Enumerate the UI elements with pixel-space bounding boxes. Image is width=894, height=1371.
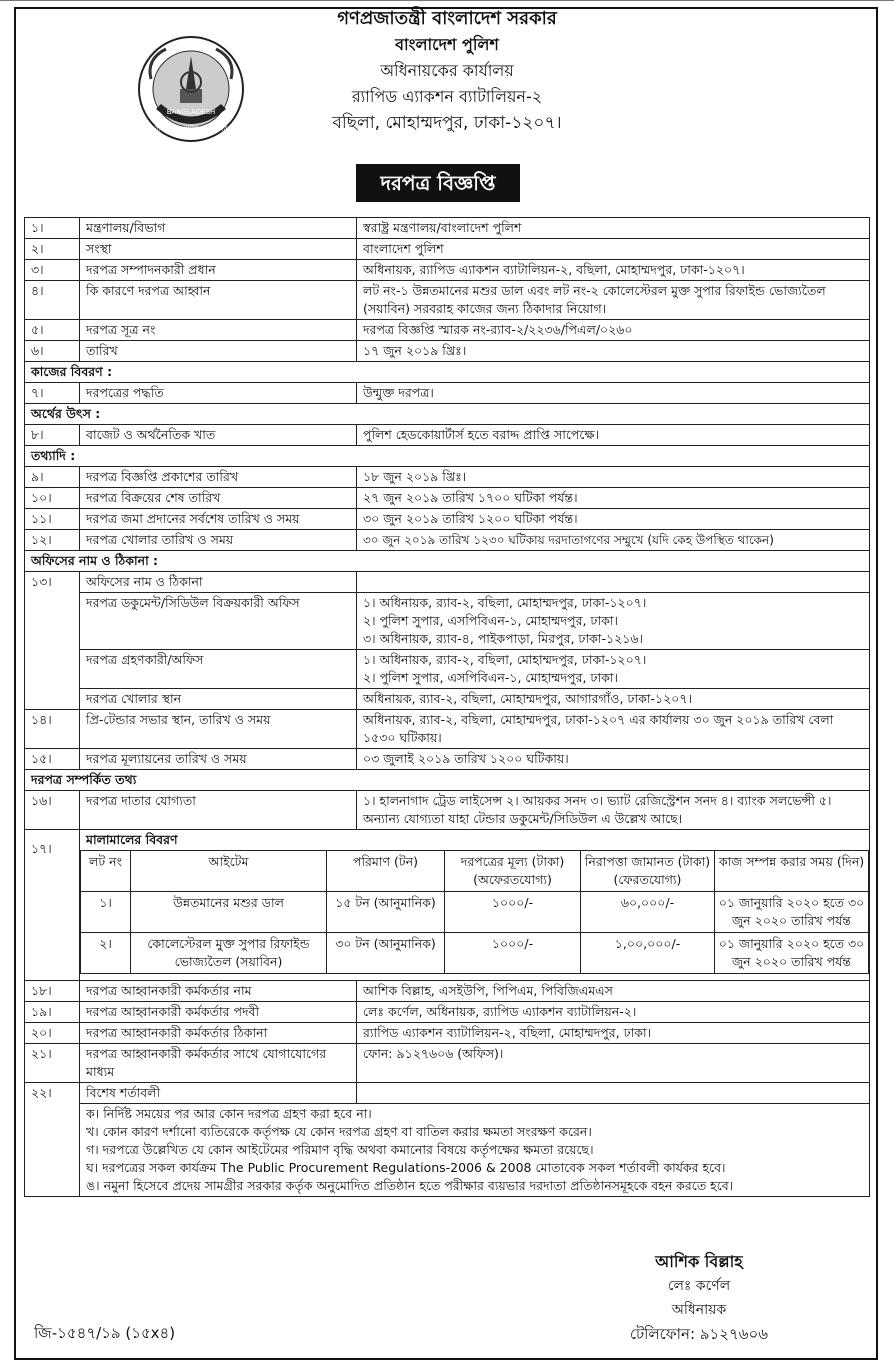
table-row <box>25 572 870 593</box>
row-label: বাজেট ও অর্থনৈতিক খাত <box>80 425 357 446</box>
row-value: র‍্যাপিড এ্যাকশন ব্যাটালিয়ন-২, বছিলা, মোহাম্মদপুর, ঢাকা। <box>357 1023 870 1044</box>
table-row <box>25 260 870 281</box>
table-row <box>25 530 870 551</box>
goods-row <box>81 892 869 933</box>
emblem-text-top: BANGLADESH <box>166 108 216 116</box>
row-number: ১৮। <box>25 981 80 1002</box>
row-value: দরপত্র বিজ্ঞপ্তি স্মারক নং-র‍্যাব-২/২২৩৬/পিএল/০২৬০ <box>357 320 870 341</box>
column-header: লট নং <box>81 851 131 892</box>
row-label: দরপত্র খোলার তারিখ ও সময় <box>80 530 357 551</box>
signature-block <box>630 1250 768 1346</box>
table-row <box>25 425 870 446</box>
row-value: ১৭ জুন ২০১৯ খ্রিঃ। <box>357 341 870 362</box>
condition-item: ঘ। দরপত্রের সকল কার্যক্রম The Public Procurement Regulations-2006 & 2008 মোতাবেক সকল শর্তাবলী কার্যকর হবে। <box>86 1160 726 1175</box>
section-info: তথ্যাদি : <box>25 446 870 467</box>
row-number: ১৪। <box>25 710 80 749</box>
table-row <box>25 689 870 710</box>
item-price: ১০০০/- <box>445 933 581 974</box>
row-number: ১৭। <box>25 830 80 981</box>
office-name: অধিনায়কের কার্যালয় <box>380 61 514 80</box>
row-value: অধিনায়ক, র‍্যাব-২, বছিলা, মোহাম্মদপুর, ঢাকা-১২০৭ এর কার্যালয় ৩০ জুন ২০১৯ তারিখ বেলা ১৫৩০ ঘটিকায়। <box>357 710 870 749</box>
table-row <box>25 981 870 1002</box>
row-value: ফোন: ৯১২৭৬০৬ (অফিস)। <box>357 1044 870 1083</box>
table-row <box>25 749 870 770</box>
signatory-name: আশিক বিল্লাহ <box>655 1252 743 1271</box>
condition-item: খ। কোন কারণ দর্শানো ব্যতিরেকে কর্তৃপক্ষ যে কোন দরপত্র গ্রহণ বা বাতিল করার ক্ষমতা সংরক্ষণ করেন। <box>86 1124 592 1139</box>
goods-heading: মালামালের বিবরণ <box>86 832 178 847</box>
row-value: পুলিশ হেডকোয়ার্টার্স হতে বরাদ্দ প্রাপ্তি সাপেক্ষে। <box>357 425 870 446</box>
row-label: সংস্থা <box>80 239 357 260</box>
row-number: ১০। <box>25 488 80 509</box>
row-label: কি কারণে দরপত্র আহ্বান <box>80 281 357 320</box>
row-value: ২৭ জুন ২০১৯ তারিখ ১৭০০ ঘটিকা পর্যন্ত। <box>357 488 870 509</box>
sale-office-label: দরপত্র ডকুমেন্ট/সিডিউল বিক্রয়কারী অফিস <box>80 593 357 650</box>
item-completion-time: ০১ জানুয়ারি ২০২০ হতে ৩০ জুন ২০২০ তারিখ পর্যন্ত <box>715 892 869 933</box>
section-header <box>25 362 870 383</box>
table-row <box>25 467 870 488</box>
row-number: ৩। <box>25 260 80 281</box>
lot-number: ২। <box>81 933 131 974</box>
row-label: দরপত্র সূত্র নং <box>80 320 357 341</box>
police-name: বাংলাদেশ পুলিশ <box>395 35 499 54</box>
goods-table <box>80 850 869 974</box>
header <box>0 6 894 136</box>
top-rule <box>0 0 894 4</box>
table-row <box>25 650 870 689</box>
row-number: ১। <box>25 218 80 239</box>
row-value: ৩০ জুন ২০১৯ তারিখ ১২৩০ ঘটিকায় দরদাতাগণের সম্মুখে (যদি কেহ উপস্থিত থাকেন) <box>357 530 870 551</box>
column-header: দরপত্রের মূল্য (টাকা) (অফেরতযোগ্য) <box>445 851 581 892</box>
row-label: দরপত্রের পদ্ধতি <box>80 383 357 404</box>
condition-item: গ। দরপত্রে উল্লেখিত যে কোন আইটেমের পরিমাণ বৃদ্ধি অথবা কমানোর বিষয়ে কর্তৃপক্ষের ক্ষমতা রয়েছে। <box>86 1142 594 1157</box>
row-value <box>357 1083 870 1104</box>
condition-item: ঙ। নমুনা হিসেবে প্রদেয় সামগ্রীর সরকার কর্তৃক অনুমোদিত প্রতিষ্ঠান হতে পরীক্ষার ব্যয়ভার দরদাতা প্রতিষ্ঠানসমূহকে বহন করতে হবে। <box>86 1178 734 1193</box>
row-label: বিশেষ শর্তাবলী <box>80 1083 357 1104</box>
row-value: ৩০ জুন ২০১৯ তারিখ ১২০০ ঘটিকা পর্যন্ত। <box>357 509 870 530</box>
bangladesh-police-emblem <box>136 34 246 144</box>
unit-name: র‍্যাপিড এ্যাকশন ব্যাটালিয়ন-২ <box>351 87 543 106</box>
row-value: অধিনায়ক, র‍্যাপিড এ্যাকশন ব্যাটালিয়ন-২, বছিলা, মোহাম্মদপুর, ঢাকা-১২০৭। <box>357 260 870 281</box>
section-header <box>25 551 870 572</box>
row-number: ৪। <box>25 281 80 320</box>
signatory-rank: লেঃ কর্ণেল <box>667 1278 731 1294</box>
row-value: লট নং-১ উন্নতমানের মশুর ডাল এবং লট নং-২ কোলেস্টেরল মুক্ত সুপার রিফাইন্ড ভোজ্যতৈল (সয়াবিন) সরবরাহ কাজের জন্য ঠিকাদার নিয়োগ। <box>357 281 870 320</box>
opening-place-label: দরপত্র খোলার স্থান <box>80 689 357 710</box>
receive-office-list <box>357 650 870 689</box>
notice-title: দরপত্র বিজ্ঞপ্তি <box>356 164 520 202</box>
goods-row <box>81 933 869 974</box>
list-item: ৩। অধিনায়ক, র‍্যাব-৪, পাইকপাড়া, মিরপুর, ঢাকা-১২১৬। <box>363 631 643 646</box>
condition-item: ক। নির্দিষ্ট সময়ের পর আর কোন দরপত্র গ্রহণ করা হবে না। <box>86 1106 372 1121</box>
row-number: ২২। <box>25 1083 80 1197</box>
list-item: ১। অধিনায়ক, র‍্যাব-২, বছিলা, মোহাম্মদপুর, ঢাকা-১২০৭। <box>363 652 647 667</box>
column-header: নিরাপত্তা জামানত (টাকা) (ফেরতযোগ্য) <box>581 851 715 892</box>
section-header <box>25 446 870 467</box>
row-value: স্বরাষ্ট্র মন্ত্রণালয়/বাংলাদেশ পুলিশ <box>357 218 870 239</box>
goods-description <box>80 830 870 981</box>
row-value: উন্মুক্ত দরপত্র। <box>357 383 870 404</box>
row-number: ২০। <box>25 1023 80 1044</box>
row-number: ২১। <box>25 1044 80 1083</box>
row-value: ০৩ জুলাই ২০১৯ তারিখ ১২০০ ঘটিকায়। <box>357 749 870 770</box>
row-number: ১৬। <box>25 791 80 830</box>
section-office: অফিসের নাম ও ঠিকানা : <box>25 551 870 572</box>
row-label: দরপত্র জমা প্রদানের সর্বশেষ তারিখ ও সময় <box>80 509 357 530</box>
row-number: ৯। <box>25 467 80 488</box>
item-security: ১,০০,০০০/- <box>581 933 715 974</box>
row-label: দরপত্র আহ্বানকারী কর্মকর্তার সাথে যোগাযোগের মাধ্যম <box>80 1044 357 1083</box>
row-number: ৫। <box>25 320 80 341</box>
item-name: উন্নতমানের মশুর ডাল <box>131 892 327 933</box>
table-row <box>25 239 870 260</box>
row-value: ১। হালনাগাদ ট্রেড লাইসেন্স ২। আয়কর সনদ ৩। ভ্যাট রেজিস্ট্রেশন সনদ ৪। ব্যাংক সলভেন্সী ৫। অন্যান্য যোগ্যতা যাহা টেন্ডার ডকুমেন্ট/সিডিউল এ উল্লেখ আছে। <box>357 791 870 830</box>
item-price: ১০০০/- <box>445 892 581 933</box>
section-fund: অর্থের উৎস : <box>25 404 870 425</box>
table-row <box>25 281 870 320</box>
row-label: দরপত্র আহ্বানকারী কর্মকর্তার ঠিকানা <box>80 1023 357 1044</box>
table-row <box>25 320 870 341</box>
receive-office-label: দরপত্র গ্রহণকারী/অফিস <box>80 650 357 689</box>
row-value: ১৮ জুন ২০১৯ খ্রিঃ। <box>357 467 870 488</box>
item-completion-time: ০১ জানুয়ারি ২০২০ হতে ৩০ জুন ২০২০ তারিখ পর্যন্ত <box>715 933 869 974</box>
tender-table <box>24 217 870 1197</box>
table-row <box>25 1044 870 1083</box>
row-number: ৭। <box>25 383 80 404</box>
government-name: গণপ্রজাতন্ত্রী বাংলাদেশ সরকার <box>337 8 557 29</box>
section-tender: দরপত্র সম্পর্কিত তথ্য <box>25 770 870 791</box>
table-row <box>25 509 870 530</box>
signatory-designation: অধিনায়ক <box>671 1302 727 1318</box>
table-row <box>25 218 870 239</box>
reference-number: জি-১৫৪৭/১৯ (১৫x৪) <box>34 1324 176 1342</box>
row-value: লেঃ কর্ণেল, অধিনায়ক, র‍্যাপিড এ্যাকশন ব্যাটালিয়ন-২। <box>357 1002 870 1023</box>
row-number: ৮। <box>25 425 80 446</box>
row-label: দরপত্র সম্পাদনকারী প্রধান <box>80 260 357 281</box>
table-row <box>25 341 870 362</box>
table-row <box>25 1002 870 1023</box>
row-label: দরপত্র আহ্বানকারী কর্মকর্তার নাম <box>80 981 357 1002</box>
opening-place-value: অধিনায়ক, র‍্যাব-২, বছিলা, মোহাম্মদপুর, আগারগাঁও, ঢাকা-১২০৭। <box>357 689 870 710</box>
row-label: তারিখ <box>80 341 357 362</box>
special-conditions <box>80 1104 870 1197</box>
table-row <box>25 1083 870 1104</box>
table-row <box>25 593 870 650</box>
row-label: মন্ত্রণালয়/বিভাগ <box>80 218 357 239</box>
conditions-row <box>25 1104 870 1197</box>
row-label: দরপত্র দাতার যোগ্যতা <box>80 791 357 830</box>
item-security: ৬০,০০০/- <box>581 892 715 933</box>
row-label: দরপত্র বিক্রয়ের শেষ তারিখ <box>80 488 357 509</box>
row-label: প্রি-টেন্ডার সভার স্থান, তারিখ ও সময় <box>80 710 357 749</box>
list-item: ১। অধিনায়ক, র‍্যাব-২, বছিলা, মোহাম্মদপুর, ঢাকা-১২০৭। <box>363 595 647 610</box>
item-quantity: ৩০ টন (আনুমানিক) <box>327 933 445 974</box>
list-item: ২। পুলিশ সুপার, এসপিবিএন-১, মোহাম্মদপুর, ঢাকা। <box>363 613 618 628</box>
table-row <box>25 791 870 830</box>
table-row <box>25 710 870 749</box>
table-row <box>25 830 870 981</box>
row-value <box>357 572 870 593</box>
column-header: আইটেম <box>131 851 327 892</box>
section-work: কাজের বিবরণ : <box>25 362 870 383</box>
signatory-phone: টেলিফোন: ৯১২৭৬০৬ <box>629 1325 768 1343</box>
row-number: ১৫। <box>25 749 80 770</box>
column-header: পরিমাণ (টন) <box>327 851 445 892</box>
row-number: ১১। <box>25 509 80 530</box>
list-item: ২। পুলিশ সুপার, এসপিবিএন-১, মোহাম্মদপুর, ঢাকা। <box>363 670 618 685</box>
emblem-text-bottom: বাংলাদেশ আমার অহংকার <box>154 125 228 133</box>
row-number: ১৩। <box>25 572 80 710</box>
row-label: দরপত্র বিজ্ঞপ্তি প্রকাশের তারিখ <box>80 467 357 488</box>
row-label: অফিসের নাম ও ঠিকানা <box>80 572 357 593</box>
row-label: দরপত্র আহ্বানকারী কর্মকর্তার পদবী <box>80 1002 357 1023</box>
row-value: বাংলাদেশ পুলিশ <box>357 239 870 260</box>
row-value: আশিক বিল্লাহ, এসইউপি, পিপিএম, পিবিজিএমএস <box>357 981 870 1002</box>
lot-number: ১। <box>81 892 131 933</box>
table-row <box>25 1023 870 1044</box>
section-header <box>25 404 870 425</box>
row-number: ২। <box>25 239 80 260</box>
table-row <box>25 488 870 509</box>
row-number: ৬। <box>25 341 80 362</box>
section-header <box>25 770 870 791</box>
row-label: দরপত্র মূল্যায়নের তারিখ ও সময় <box>80 749 357 770</box>
row-number: ১২। <box>25 530 80 551</box>
goods-header-row <box>81 851 869 892</box>
row-number: ১৯। <box>25 1002 80 1023</box>
address: বছিলা, মোহাম্মদপুর, ঢাকা-১২০৭। <box>332 113 562 133</box>
item-name: কোলেস্টেরল মুক্ত সুপার রিফাইন্ড ভোজ্যতৈল (সয়াবিন) <box>131 933 327 974</box>
column-header: কাজ সম্পন্ন করার সময় (দিন) <box>715 851 869 892</box>
sale-office-list <box>357 593 870 650</box>
table-row <box>25 383 870 404</box>
item-quantity: ১৫ টন (আনুমানিক) <box>327 892 445 933</box>
